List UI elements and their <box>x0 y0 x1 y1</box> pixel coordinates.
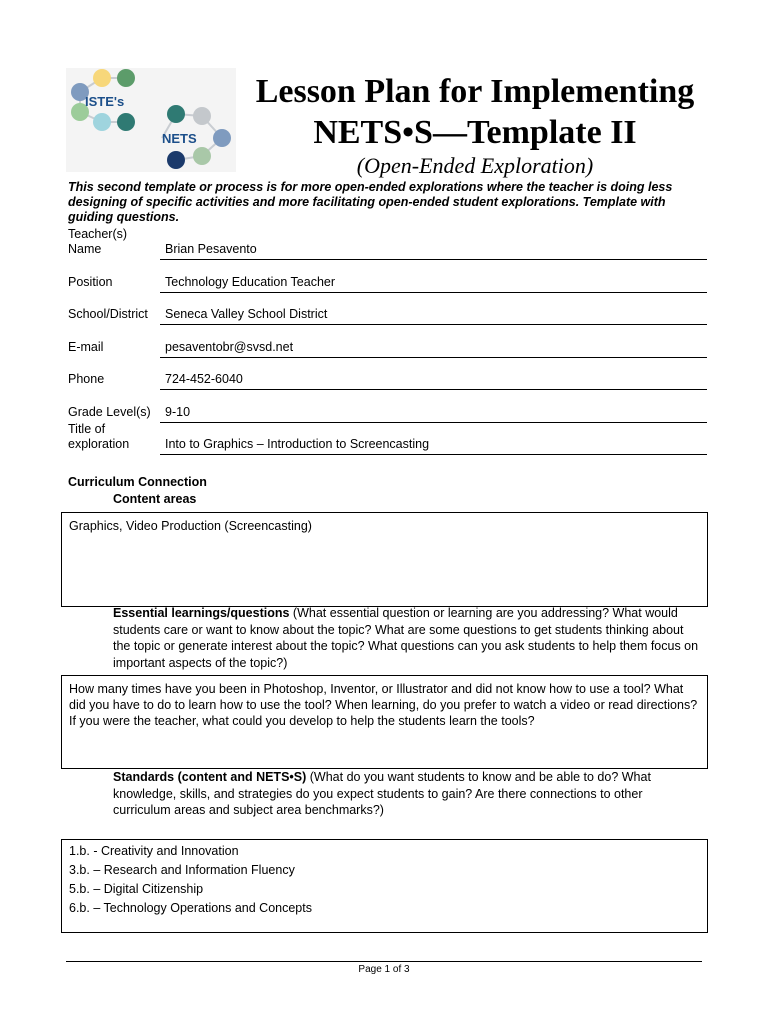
school-label: School/District <box>68 307 148 321</box>
standards-label: Standards (content and NETS•S) <box>113 770 307 784</box>
logo-dot <box>167 105 185 123</box>
standards-prompt <box>113 769 703 819</box>
content-areas-box[interactable] <box>61 512 708 607</box>
title-label-1: Title of <box>68 422 106 436</box>
logo-dot <box>167 151 185 169</box>
footer-divider <box>66 961 702 962</box>
intro-text: This second template or process is for more open-ended explorations where the teacher is doing less designing of specific activities and more facilitating open-ended student explorations. Template with guiding questions. <box>68 180 673 224</box>
logo-dot <box>93 69 111 87</box>
logo-dot <box>117 113 135 131</box>
iste-nets-logo <box>66 68 236 172</box>
document-title-line1: Lesson Plan for Implementing <box>255 73 695 110</box>
essential-box[interactable] <box>61 675 708 769</box>
logo-graphic <box>66 68 236 172</box>
standards-box[interactable] <box>61 839 708 933</box>
teacher-label-2: Name <box>68 242 102 256</box>
logo-dot <box>117 69 135 87</box>
standard-item: 3.b. – Research and Information Fluency <box>69 863 295 877</box>
document-subtitle: (Open-Ended Exploration) <box>356 153 594 178</box>
email-field[interactable]: pesaventobr@svsd.net <box>160 340 707 358</box>
standard-item: 5.b. – Digital Citizenship <box>69 882 204 896</box>
essential-prompt <box>113 605 703 671</box>
email-label: E-mail <box>68 340 104 354</box>
essential-prompt-text: (What essential question or learning are you addressing? What would students care or want to know about the topic? What are some questions to get students thinking about the topic or generate interest about the topic? What questions can you ask students to help them focus on important aspects of the topic?) <box>113 606 699 670</box>
curriculum-heading: Curriculum Connection <box>68 475 207 489</box>
logo-dot <box>213 129 231 147</box>
standards-prompt-text: (What do you want students to know and be able to do? What knowledge, skills, and strategies do you expect students to gain? Are there connections to other curriculum areas and subject area benchmarks?) <box>113 770 651 817</box>
standard-item: 1.b. - Creativity and Innovation <box>69 844 239 858</box>
logo-dot <box>93 113 111 131</box>
title-label-2: exploration <box>68 437 130 451</box>
content-areas-value: Graphics, Video Production (Screencasting) <box>69 519 312 533</box>
exploration-title-field[interactable]: Into to Graphics – Introduction to Screencasting <box>160 437 707 455</box>
position-field[interactable]: Technology Education Teacher <box>160 275 707 293</box>
logo-iste-text: ISTE's <box>85 94 125 109</box>
school-field[interactable]: Seneca Valley School District <box>160 307 707 325</box>
logo-dot <box>193 107 211 125</box>
page-number: Page 1 of 3 <box>358 964 410 975</box>
logo-nets-text: NETS <box>162 131 197 146</box>
phone-label: Phone <box>68 372 105 386</box>
teacher-name-field[interactable]: Brian Pesavento <box>160 242 707 260</box>
phone-field[interactable]: 724-452-6040 <box>160 372 707 390</box>
content-areas-heading: Content areas <box>113 492 197 506</box>
grade-label: Grade Level(s) <box>68 405 151 419</box>
standard-item: 6.b. – Technology Operations and Concepts <box>69 901 312 915</box>
document-title-line2: NETS•S—Template II <box>313 114 637 151</box>
position-label: Position <box>68 275 113 289</box>
logo-dot <box>193 147 211 165</box>
essential-value: How many times have you been in Photoshop, Inventor, or Illustrator and did not know how to use a tool? What did you have to do to learn how to use the tool? When learning, do you prefer to watch a video or read directions? If you were the teacher, what could you develop to help the students learn the tools? <box>69 682 698 728</box>
essential-label: Essential learnings/questions <box>113 606 290 620</box>
grade-field[interactable]: 9-10 <box>160 405 707 423</box>
teacher-label-1: Teacher(s) <box>68 227 128 241</box>
